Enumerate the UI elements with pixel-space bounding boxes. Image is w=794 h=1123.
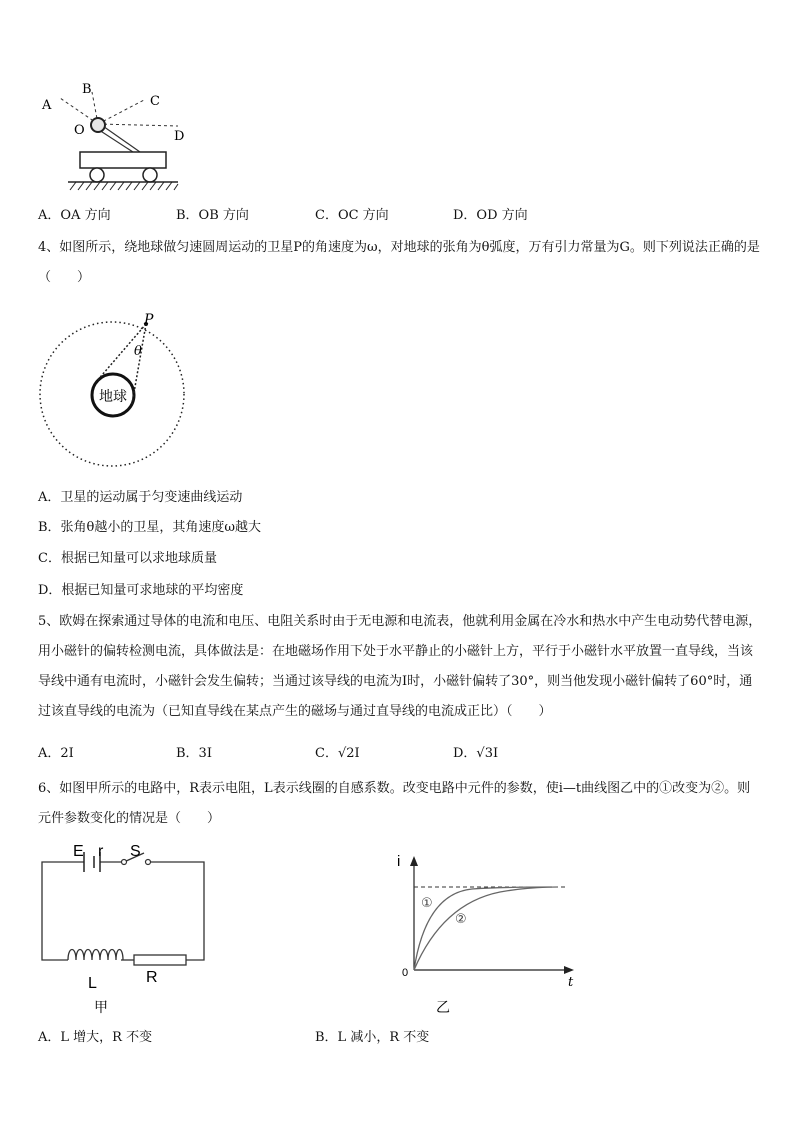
label-s: S bbox=[130, 843, 141, 860]
resistor bbox=[134, 955, 186, 965]
q5-option-a: A．2I bbox=[38, 746, 74, 761]
t-axis-arrow bbox=[564, 966, 574, 974]
q3-option-d: D．OD 方向 bbox=[453, 208, 528, 223]
switch-contact-left bbox=[122, 860, 127, 865]
q3-option-b: B．OB 方向 bbox=[176, 208, 249, 223]
q5-option-c: C．√2I bbox=[315, 746, 360, 761]
switch-contact-right bbox=[146, 860, 151, 865]
ground-hatch bbox=[70, 182, 178, 190]
caption-jia: 甲 bbox=[94, 1000, 108, 1016]
q4-stem: 4、如图所示，绕地球做匀速圆周运动的卫星P的角速度为ω，对地球的张角为θ弧度，万有引力常量为G。则下列说法正确的是（ ） bbox=[38, 240, 760, 285]
q6-option-b: B．L 减小，R 不变 bbox=[315, 1030, 430, 1045]
wheel-left bbox=[90, 168, 104, 182]
q5-option-b: B．3I bbox=[176, 746, 212, 761]
label-r: R bbox=[146, 969, 158, 986]
label-theta: θ bbox=[134, 344, 142, 359]
q5-stem: 5、欧姆在探索通过导体的电流和电压、电阻关系时由于无电源和电流表，他就利用金属在冷水和热水中产生电动势代替电源，用小磁针的偏转检测电流，具体做法是：在地磁场作用下处于水平静止的小磁针上方，平行于小磁针水平放置一直导线，当该导线中通有电流时，小磁针会发生偏转；当通过该导线的电流为I时，小磁针偏转了30°，则当他发现小磁针偏转了60°时，通过该直导线的电流为（已知直导线在某点产生的磁场与通过直导线的电流成正比）（ ） bbox=[38, 614, 762, 719]
q3-option-c: C．OC 方向 bbox=[315, 208, 389, 223]
label-curve-1: ① bbox=[421, 896, 433, 911]
line-od bbox=[98, 124, 178, 126]
q6-stem: 6、如图甲所示的电路中，R表示电阻，L表示线圈的自感系数。改变电路中元件的参数，使i—t曲线图乙中的①改变为②。则元件参数变化的情况是（ ） bbox=[38, 781, 751, 826]
label-o: O bbox=[74, 123, 85, 138]
q3-direction-lines bbox=[60, 92, 178, 126]
cart-body bbox=[80, 152, 166, 168]
q6-circuit-figure bbox=[38, 836, 210, 1018]
ball bbox=[91, 118, 105, 132]
label-a: A bbox=[42, 98, 52, 113]
q6-option-a: A．L 增大，R 不变 bbox=[38, 1030, 153, 1045]
line-oc bbox=[98, 100, 144, 124]
label-d: D bbox=[174, 129, 185, 144]
q5-option-d: D．√3I bbox=[453, 746, 499, 761]
label-r-internal: r bbox=[98, 843, 104, 860]
q3-figure bbox=[36, 78, 196, 196]
label-i: i bbox=[397, 853, 401, 870]
q4-orbit-figure bbox=[38, 308, 190, 470]
curve-2 bbox=[414, 887, 558, 970]
curve-1 bbox=[414, 887, 552, 970]
label-b: B bbox=[82, 82, 92, 97]
q4-option-b: B．张角θ越小的卫星，其角速度ω越大 bbox=[38, 520, 261, 535]
q4-option-c: C．根据已知量可以求地球质量 bbox=[38, 551, 217, 566]
label-e: E bbox=[73, 843, 84, 860]
q3-option-a: A．OA 方向 bbox=[38, 208, 111, 223]
label-curve-2: ② bbox=[455, 912, 467, 927]
caption-yi: 乙 bbox=[436, 1000, 450, 1016]
i-axis-arrow bbox=[410, 856, 418, 866]
label-p: P bbox=[144, 312, 154, 328]
label-origin: 0 bbox=[402, 967, 409, 979]
label-c: C bbox=[150, 94, 160, 109]
label-t: t bbox=[568, 975, 574, 990]
wheel-right bbox=[143, 168, 157, 182]
circuit-wires bbox=[42, 853, 204, 960]
q4-option-d: D．根据已知量可求地球的平均密度 bbox=[38, 583, 244, 598]
earth-label: 地球 bbox=[99, 389, 127, 405]
q6-it-graph bbox=[392, 846, 580, 1018]
label-l: L bbox=[88, 975, 97, 992]
inductor-coil bbox=[68, 950, 123, 961]
q4-option-a: A．卫星的运动属于匀变速曲线运动 bbox=[38, 490, 243, 505]
